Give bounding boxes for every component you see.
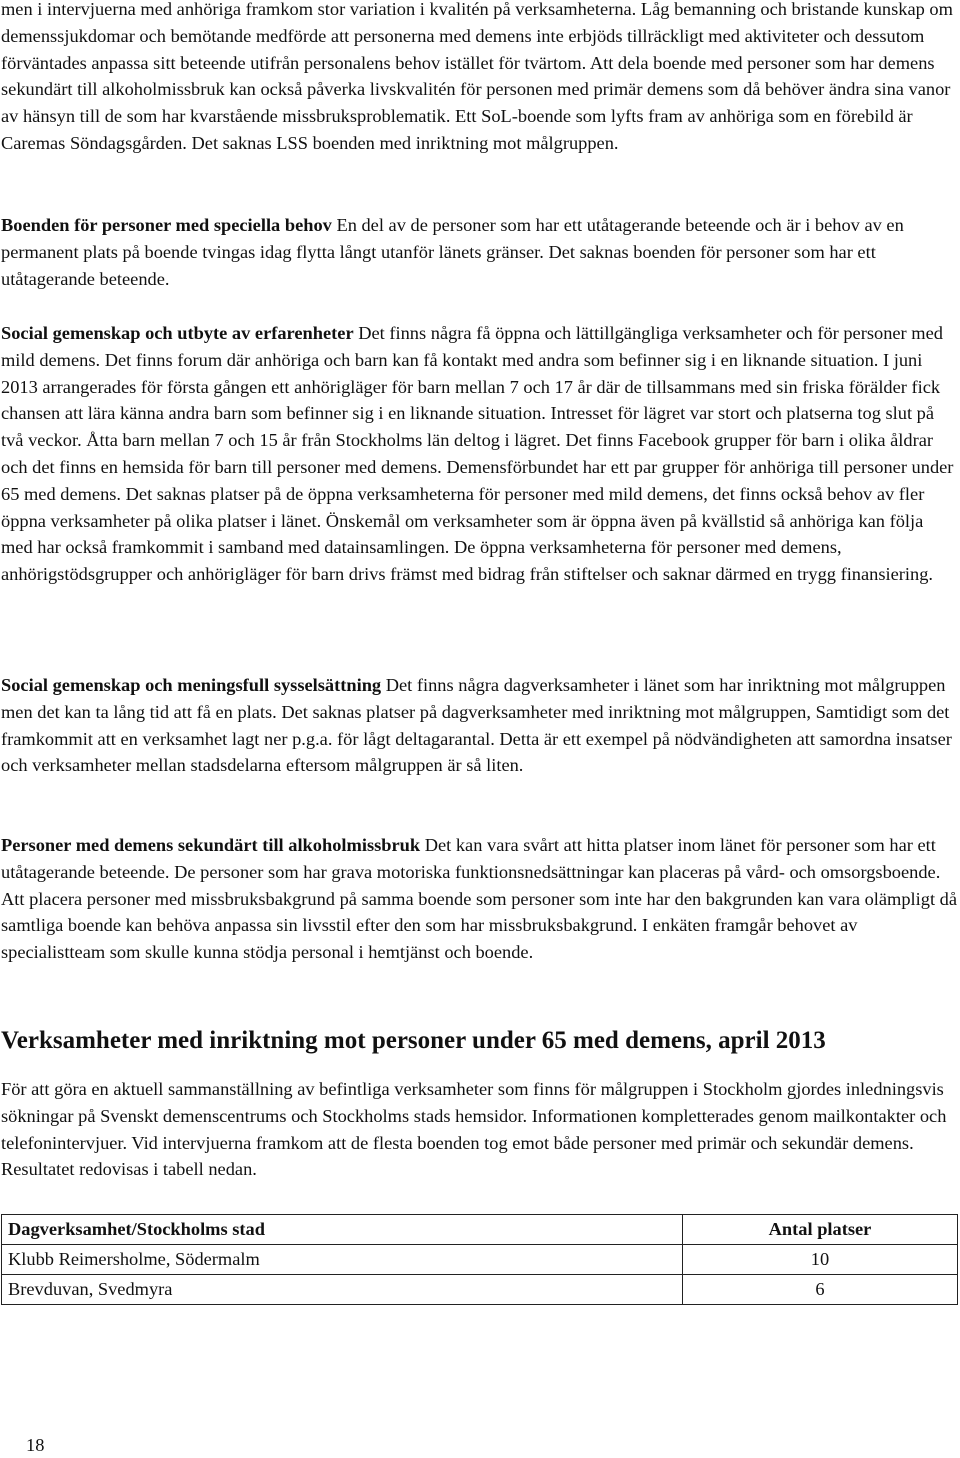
page-number: 18	[26, 1435, 45, 1455]
paragraph-text: För att göra en aktuell sammanställning av befintliga verksamheter som finns för målgruppen i Stockholm gjordes inledningsvis sökningar på Svenskt demenscentrums och Stockholms stads hemsidor. Informationen kompletterades genom mailkontakter och telefonintervjuer. Vid intervjuerna framkom att de flesta boenden tog emot både personer med primär och sekundär demens. Resultatet redovisas i tabell nedan.	[1, 1079, 947, 1180]
section-heading: Verksamheter med inriktning mot personer under 65 med demens, april 2013	[1, 1027, 826, 1054]
table-cell-activity: Klubb Reimersholme, Södermalm	[2, 1245, 683, 1275]
paragraph-text: men i intervjuerna med anhöriga framkom stor variation i kvalitén på verksamheterna. Låg bemanning och bristande kunskap om demenssjukdomar och bemötande medförde att personerna med demens inte erbjöds tillräckligt med aktiviteter och dessutom förväntades anpassa sitt beteende utifrån personalens behov istället för tvärtom. Att dela boende med personer som har demens sekundärt till alkoholmissbruk kan också påverka livskvalitén för personen med primär demens som då behöver ändra sina vanor av hänsyn till de som har kvarstående missbruksproblematik. Ett SoL-boende som lyfts fram av anhöriga som en förebild är Caremas Söndagsgården. Det saknas LSS boenden med inriktning mot målgruppen.	[1, 0, 953, 153]
paragraph-heading: Boenden för personer med speciella behov	[1, 215, 332, 235]
paragraph-text: En del av de personer som har ett utåtagerande beteende och är i behov av en permanent plats på boende tvingas idag flytta långt utanför länets gränser. Det saknas boenden för personer som har ett utåtagerande beteende.	[1, 215, 904, 289]
paragraph-special-needs-housing	[1, 212, 959, 292]
paragraph-heading: Personer med demens sekundärt till alkoholmissbruk	[1, 835, 421, 855]
table-cell-places: 10	[683, 1245, 958, 1275]
day-activities-table	[1, 1214, 958, 1305]
table-cell-activity: Brevduvan, Svedmyra	[2, 1275, 683, 1305]
column-header-places: Antal platser	[683, 1215, 958, 1245]
paragraph-social-exchange	[1, 320, 959, 588]
paragraph-meaningful-activity	[1, 672, 959, 779]
paragraph-text: Det kan vara svårt att hitta platser inom länet för personer som har ett utåtagerande beteende. De personer som har grava motoriska funktionsnedsättningar kan placeras på vård- och omsorgsboende. Att placera personer med missbruksbakgrund på samma boende som personer som inte har den bakgrunden kan vara olämpligt då samtliga boende kan behöva anpassa sin livsstil efter den som har missbruksbakgrund. I enkäten framgår behovet av specialistteam som skulle kunna stödja personal i hemtjänst och boende.	[1, 835, 958, 963]
paragraph-method	[1, 1076, 959, 1183]
column-header-activity: Dagverksamhet/Stockholms stad	[2, 1215, 683, 1245]
table-header-row	[2, 1215, 958, 1245]
paragraph-heading: Social gemenskap och meningsfull sysselsättning	[1, 675, 382, 695]
paragraph-intro	[1, 0, 959, 157]
paragraph-alcohol-dementia	[1, 832, 959, 966]
paragraph-heading: Social gemenskap och utbyte av erfarenheter	[1, 323, 354, 343]
table-row	[2, 1245, 958, 1275]
table-row	[2, 1275, 958, 1305]
paragraph-text: Det finns några få öppna och lättillgängliga verksamheter och för personer med mild demens. Det finns forum där anhöriga och barn kan få kontakt med andra som befinner sig i en liknande situation. I juni 2013 arrangerades för första gången ett anhörigläger för barn mellan 7 och 17 år där de tillsammans med sin friska förälder fick chansen att lära känna andra barn som befinner sig i en liknande situation. Intresset för lägret var stort och platserna tog slut på två veckor. Åtta barn mellan 7 och 15 år från Stockholms län deltog i lägret. Det finns Facebook grupper för barn i olika åldrar och det finns en hemsida för barn till personer med demens. Demensförbundet har ett par grupper för anhöriga till personer under 65 med demens. Det saknas platser på de öppna verksamheterna för personer med mild demens, det finns också behov av fler öppna verksamheter på olika platser i länet. Önskemål om verksamheter som är öppna även på kvällstid så anhöriga kan följa med har också framkommit i samband med datainsamlingen. De öppna verksamheterna för personer med demens, anhörigstödsgrupper och anhörigläger för barn drivs främst med bidrag från stiftelser och saknar därmed en trygg finansiering.	[1, 323, 954, 585]
table-cell-places: 6	[683, 1275, 958, 1305]
paragraph-text: Det finns några dagverksamheter i länet som har inriktning mot målgruppen men det kan ta lång tid att få en plats. Det saknas platser på dagverksamheter med inriktning mot målgruppen, Samtidigt som det framkommit att en verksamhet lagt ner p.g.a. för lågt deltagarantal. Detta är ett exempel på nödvändigheten att samordna insatser och verksamheter mellan stadsdelarna eftersom målgruppen är så liten.	[1, 675, 952, 776]
